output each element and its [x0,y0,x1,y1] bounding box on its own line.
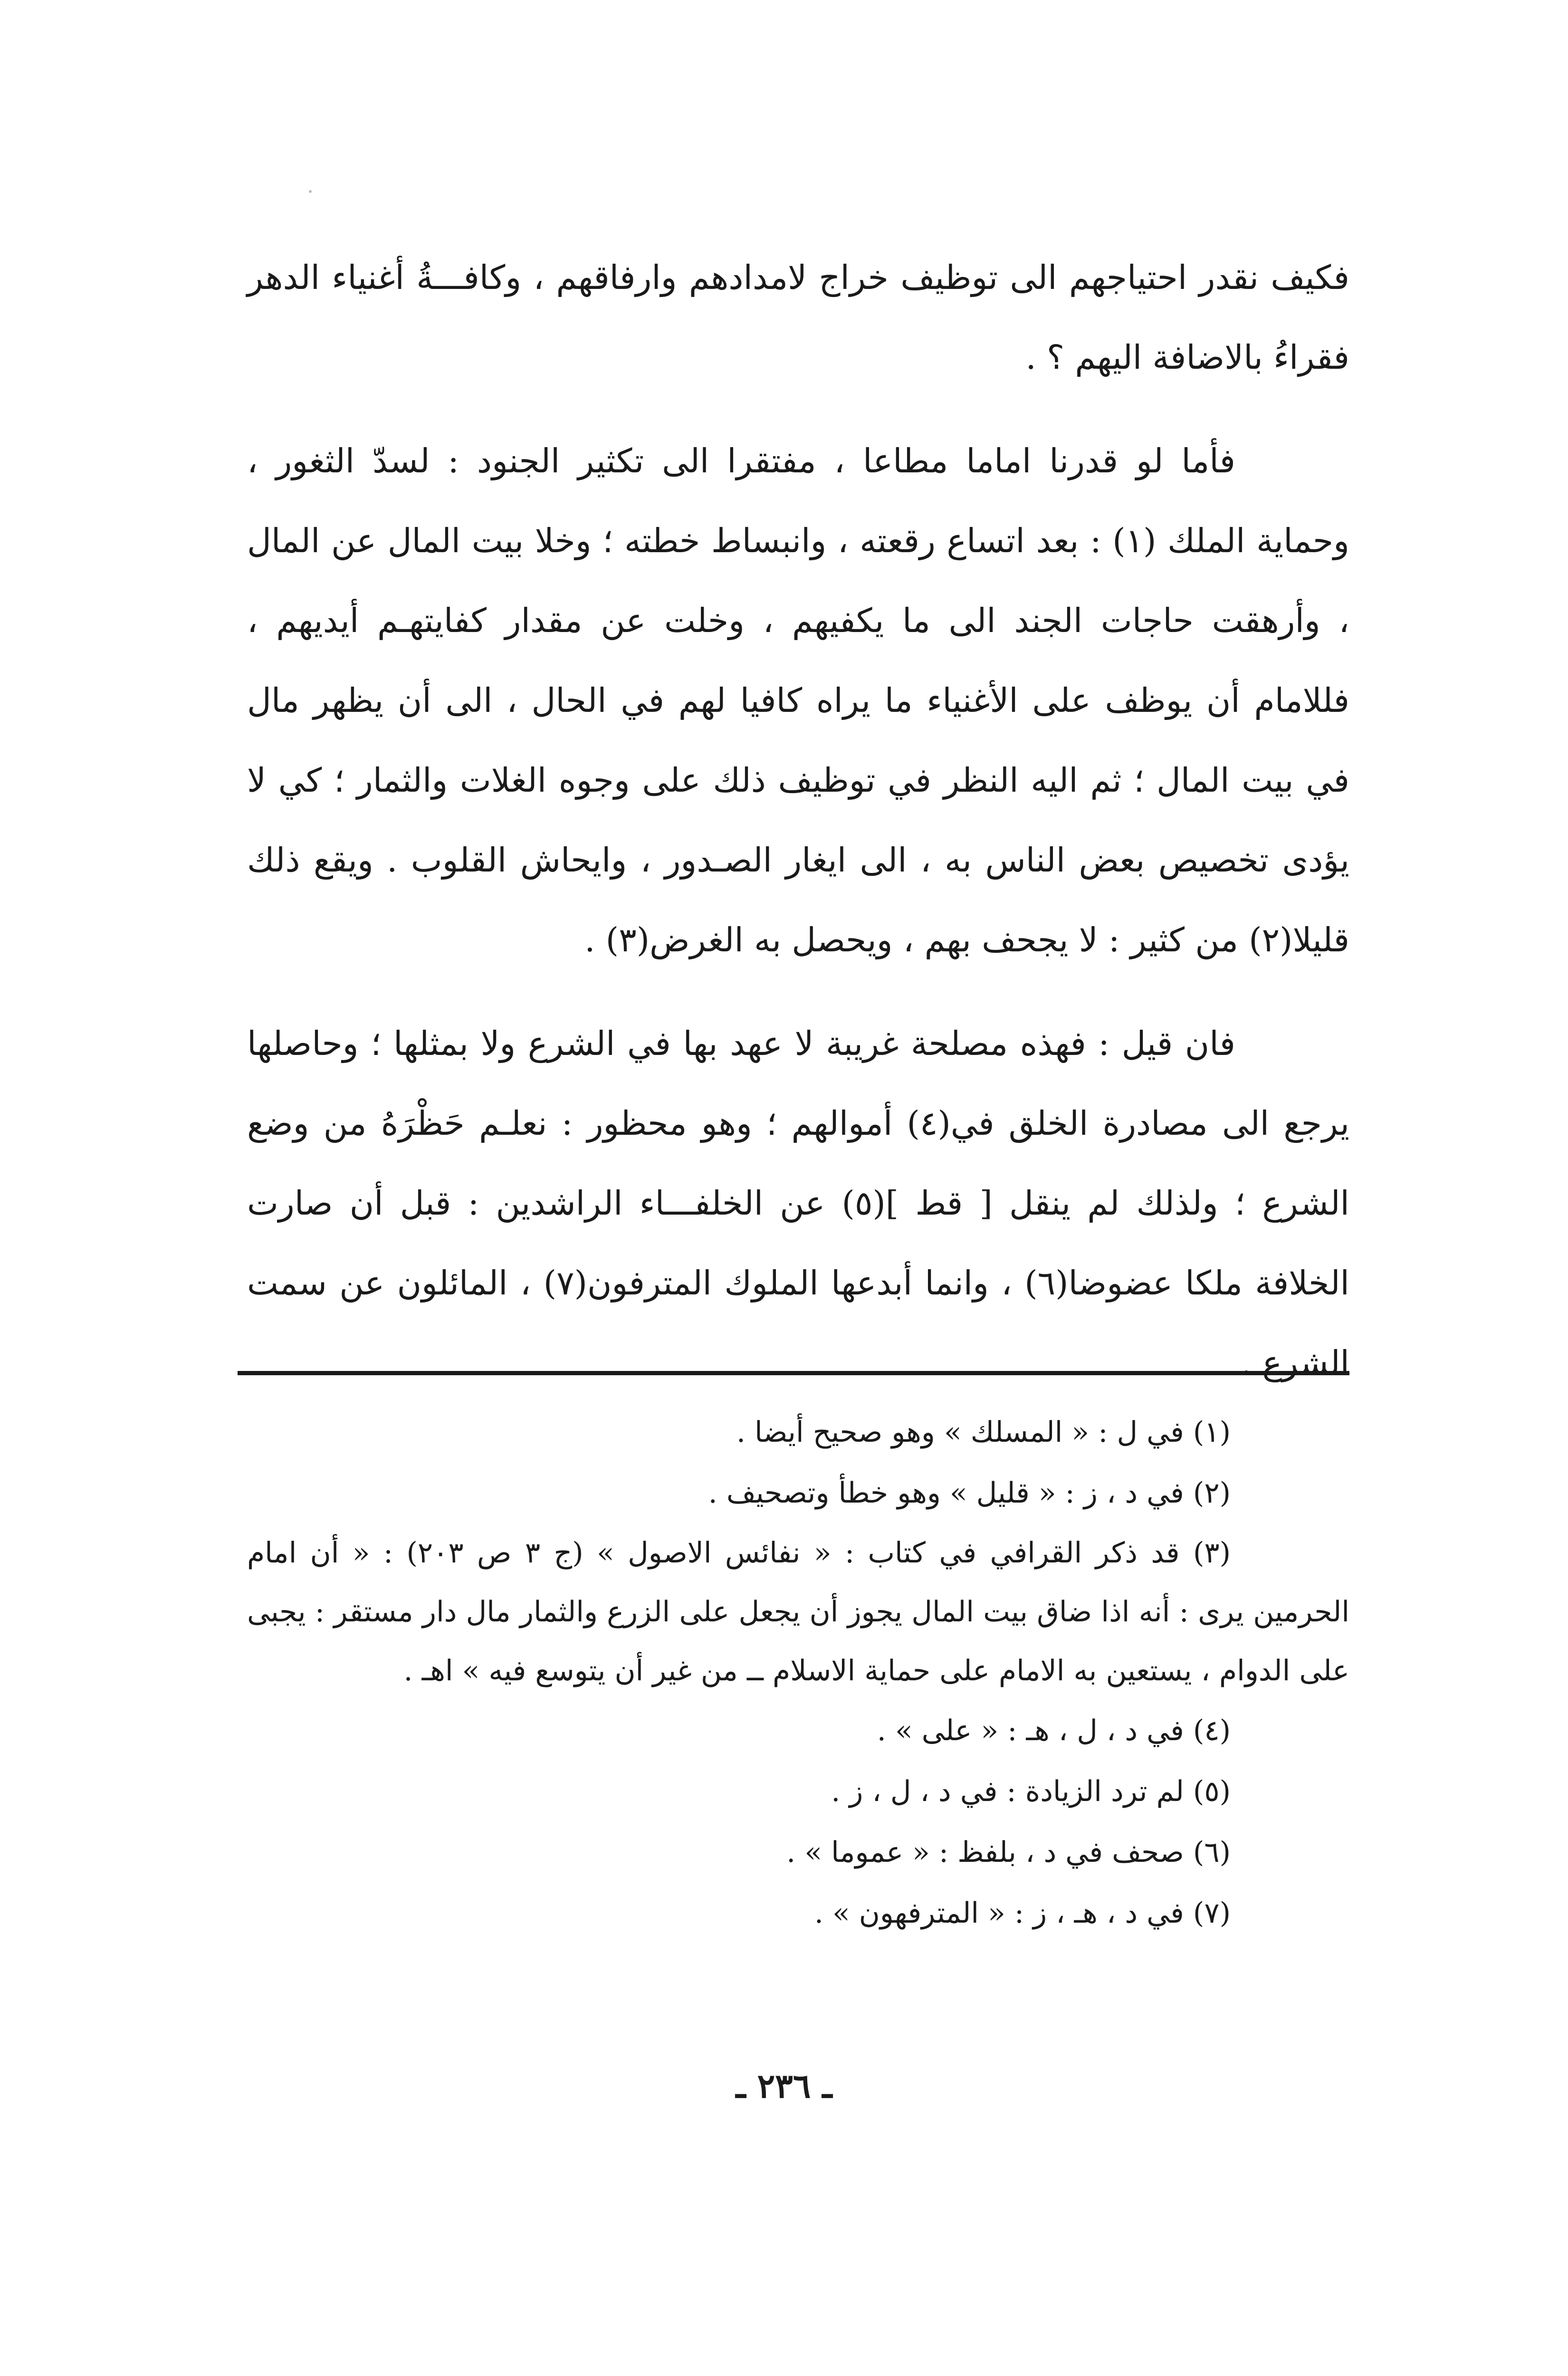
footnotes-block [247,1402,1349,1944]
footnote-2: (٢) في د ، ز : « قليل » وهو خطأ وتصحيف . [708,1476,1231,1510]
paragraph-1: فكيف نقدر احتياجهم الى توظيف خراج لامدادهم وارفاقهم ، وكافـــةُ أغنياء الدهر فقراءُ بالاضافة اليهم ؟ . [247,258,1349,377]
footnote-1: (١) في ل : « المسلك » وهو صحيح أيضا . [736,1416,1231,1449]
footnote-3: (٣) قد ذكر القرافي في كتاب : « نفائس الاصول » (ج ٣ ص ٢٠٣) : « أن امام الحرمين يرى : أنه اذا ضاق بيت المال يجوز أن يجعل على الزرع والثمار مال دار مستقر : يجبى على الدوام ، يستعين به الامام على حماية الاسلام ــ من غير أن يتوسع فيه » اهـ . [247,1536,1350,1687]
footnote-5: (٥) لم ترد الزيادة : في د ، ل ، ز . [831,1775,1231,1808]
footnote-7: (٧) في د ، هـ ، ز : « المترفهون » . [814,1897,1231,1930]
main-text-block [247,238,1349,1427]
footnote-6: (٦) صحف في د ، بلفظ : « عموما » . [786,1836,1231,1869]
page-number: ـ ٢٣٦ ـ [736,2066,832,2106]
footnote-4: (٤) في د ، ل ، هـ : « على » . [877,1714,1231,1747]
footnote-separator-rule [238,1371,1349,1375]
paper-speck [309,190,312,193]
paragraph-3: فان قيل : فهذه مصلحة غريبة لا عهد بها في الشرع ولا بمثلها ؛ وحاصلها يرجع الى مصادرة الخلق في(٤) أموالهم ؛ وهو محظور : نعلـم حَظْرَهُ من وضع الشرع ؛ ولذلك لم ينقل [ قط ](٥) عن الخلفـــاء الراشدين : قبل أن صارت الخلافة ملكا عضوضا(٦) ، وانما أبدعها الملوك المترفون(٧) ، المائلون عن سمت الشرع . [247,1024,1349,1382]
paragraph-2: فأما لو قدرنا اماما مطاعا ، مفتقرا الى تكثير الجنود : لسدّ الثغور ، وحماية الملك (١) : بعد اتساع رقعته ، وانبساط خطته ؛ وخلا بيت المال عن المال ، وأرهقت حاجات الجند الى ما يكفيهم ، وخلت عن مقدار كفايتهـم أيديهم ، فللامام أن يوظف على الأغنياء ما يراه كافيا لهم في الحال ، الى أن يظهر مال في بيت المال ؛ ثم اليه النظر في توظيف ذلك على وجوه الغلات والثمار ؛ كي لا يؤدى تخصيص بعض الناس به ، الى ايغار الصـدور ، وايحاش القلوب . ويقع ذلك قليلا(٢) من كثير : لا يجحف بهم ، ويحصل به الغرض(٣) . [247,441,1349,959]
